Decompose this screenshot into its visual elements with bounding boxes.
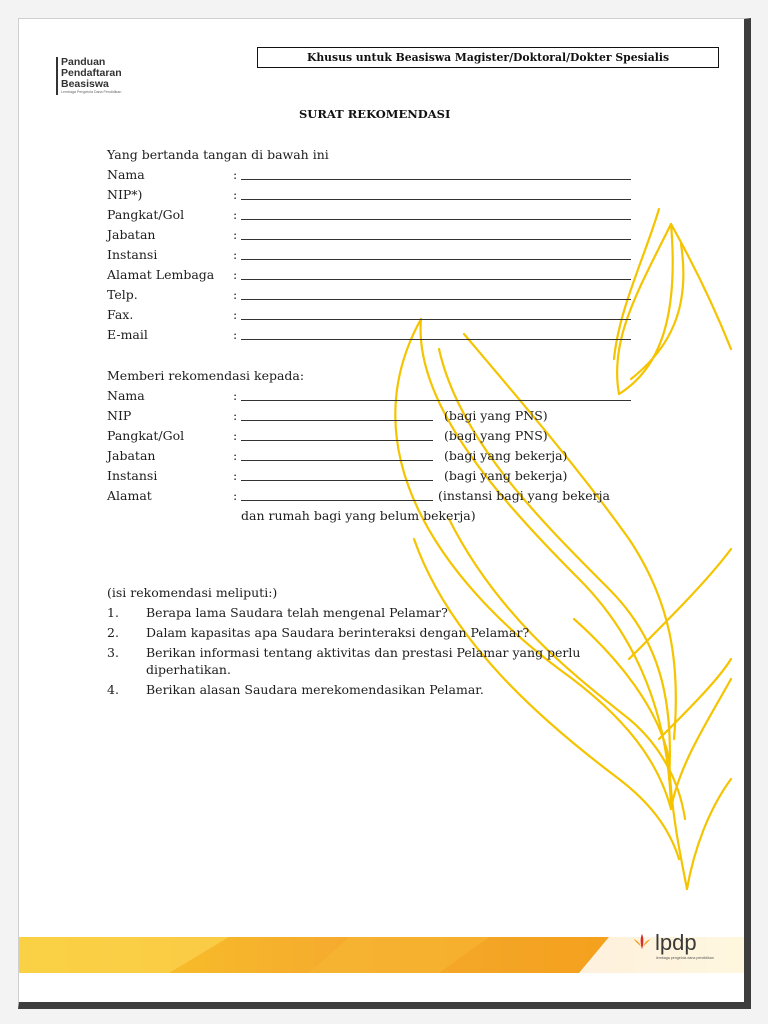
field-colon: : [233, 488, 238, 503]
signer-field-fax [107, 307, 667, 323]
field-note: (bagi yang PNS) [444, 408, 548, 423]
field-label: Alamat [107, 488, 152, 503]
field-label: NIP [107, 408, 132, 423]
recipient-field-instansi [107, 468, 667, 484]
field-colon: : [233, 227, 238, 242]
field-blank [241, 460, 433, 461]
field-label: Nama [107, 388, 145, 403]
item-text-continued: diperhatikan. [146, 662, 231, 677]
item-text: Berikan alasan Saudara merekomendasikan Pelamar. [146, 682, 484, 697]
field-blank [241, 500, 433, 501]
field-colon: : [233, 187, 238, 202]
field-label: Fax. [107, 307, 134, 322]
field-colon: : [233, 267, 238, 282]
page-title: SURAT REKOMENDASI [299, 107, 451, 121]
field-blank [241, 420, 433, 421]
field-colon: : [233, 247, 238, 262]
signer-field-alamat-lembaga [107, 267, 667, 283]
field-blank [241, 199, 631, 200]
field-blank [241, 440, 433, 441]
item-text: Dalam kapasitas apa Saudara berinteraksi dengan Pelamar? [146, 625, 530, 640]
lpdp-logo-tagline: lembaga pengelola dana pendidikan [656, 956, 714, 960]
field-note: (bagi yang bekerja) [444, 448, 568, 463]
field-blank [241, 339, 631, 340]
signer-field-email [107, 327, 667, 343]
recipient-field-nama [107, 388, 667, 404]
document-page [18, 18, 751, 1009]
field-label: Telp. [107, 287, 138, 302]
field-blank [241, 239, 631, 240]
item-number: 3. [107, 645, 119, 660]
field-colon: : [233, 448, 238, 463]
field-label: Nama [107, 167, 145, 182]
field-colon: : [233, 307, 238, 322]
item-text: Berikan informasi tentang aktivitas dan prestasi Pelamar yang perlu [146, 645, 581, 660]
field-colon: : [233, 327, 238, 342]
field-label: Pangkat/Gol [107, 207, 185, 222]
field-label: Alamat Lembaga [107, 267, 215, 282]
signer-field-jabatan [107, 227, 667, 243]
field-label: Instansi [107, 468, 158, 483]
field-blank [241, 400, 631, 401]
field-colon: : [233, 388, 238, 403]
recipient-field-alamat [107, 488, 667, 504]
field-blank [241, 179, 631, 180]
field-colon: : [233, 468, 238, 483]
field-colon: : [233, 167, 238, 182]
field-label: NIP*) [107, 187, 143, 202]
brand-line-1: Panduan [61, 56, 106, 68]
lpdp-logo-text: lpdp [655, 930, 697, 955]
item-number: 2. [107, 625, 119, 640]
recipient-field-jabatan [107, 448, 667, 464]
field-note: (instansi bagi yang bekerja [438, 488, 610, 503]
field-colon: : [233, 428, 238, 443]
signer-field-nama [107, 167, 667, 183]
field-blank [241, 259, 631, 260]
brand-line-2: Pendaftaran [61, 67, 122, 79]
field-label: Jabatan [107, 227, 156, 242]
item-number: 1. [107, 605, 119, 620]
recipient-intro: Memberi rekomendasi kepada: [107, 368, 305, 383]
field-colon: : [233, 408, 238, 423]
brand-logo [56, 57, 122, 95]
address-continuation: dan rumah bagi yang belum bekerja) [241, 508, 476, 523]
field-label: Pangkat/Gol [107, 428, 185, 443]
field-blank [241, 480, 433, 481]
brand-tagline: Lembaga Pengelola Dana Pendidikan [61, 90, 122, 94]
field-blank [241, 279, 631, 280]
item-number: 4. [107, 682, 119, 697]
recipient-field-nip [107, 408, 667, 424]
field-note: (bagi yang PNS) [444, 428, 548, 443]
field-note: (bagi yang bekerja) [444, 468, 568, 483]
signer-field-instansi [107, 247, 667, 263]
signer-intro: Yang bertanda tangan di bawah ini [107, 147, 329, 162]
signer-field-telp [107, 287, 667, 303]
recipient-field-pangkat [107, 428, 667, 444]
signer-field-nip [107, 187, 667, 203]
field-label: Instansi [107, 247, 158, 262]
field-blank [241, 319, 631, 320]
field-blank [241, 219, 631, 220]
scholarship-type-box: Khusus untuk Beasiswa Magister/Doktoral/Dokter Spesialis [257, 47, 719, 68]
item-text: Berapa lama Saudara telah mengenal Pelamar? [146, 605, 448, 620]
brand-line-3: Beasiswa [61, 78, 109, 90]
contents-intro: (isi rekomendasi meliputi:) [107, 585, 278, 600]
field-label: Jabatan [107, 448, 156, 463]
field-colon: : [233, 287, 238, 302]
signer-field-pangkat [107, 207, 667, 223]
lpdp-flame-icon [631, 929, 653, 955]
field-colon: : [233, 207, 238, 222]
field-label: E-mail [107, 327, 148, 342]
field-blank [241, 299, 631, 300]
